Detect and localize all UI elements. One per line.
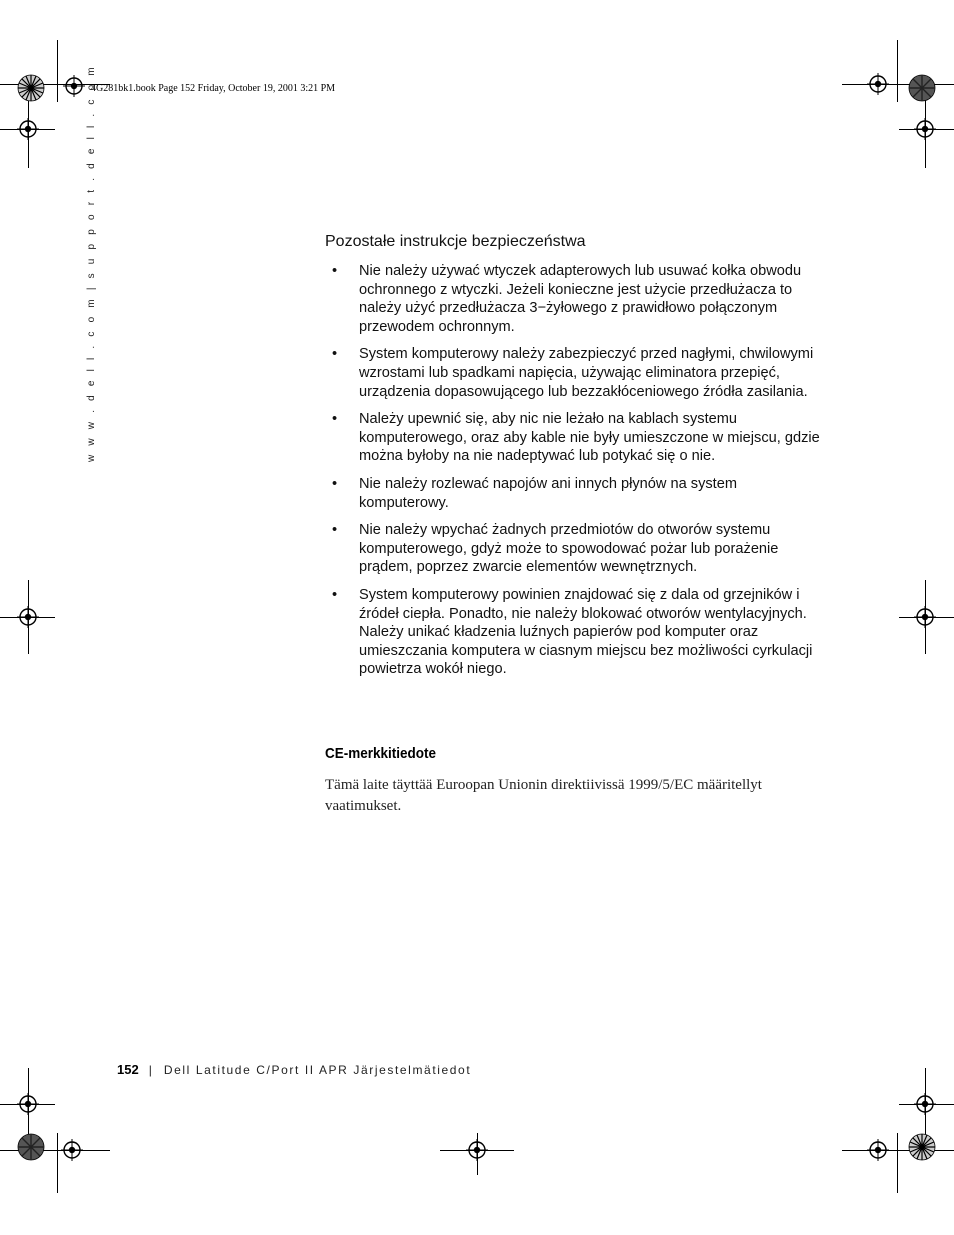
crop-line bbox=[897, 40, 898, 102]
list-item bbox=[332, 262, 822, 336]
list-item-text: Nie należy używać wtyczek adapterowych lub usuwać kołka obwodu ochronnego z wtyczki. Jeżeli konieczne jest użycie przedłużacza to należy użyć przedłużacza 3−żyłowego z prawidłowo połączonym przewodem ochronnym. bbox=[359, 263, 802, 335]
page-number: 152 bbox=[117, 1062, 139, 1077]
safety-list bbox=[332, 262, 822, 679]
footer-separator: | bbox=[148, 1063, 152, 1077]
list-item-text: Należy upewnić się, aby nic nie leżało na kablach systemu komputerowego, oraz aby kable nie były umieszczone w miejscu, gdzie można byłoby na nie nadeptywać lub potykać się o nie. bbox=[359, 411, 820, 465]
registration-mark-icon bbox=[867, 73, 889, 95]
color-target-icon bbox=[17, 1133, 45, 1161]
crop-line bbox=[57, 40, 58, 102]
color-target-icon bbox=[908, 74, 936, 102]
registration-mark-icon bbox=[17, 606, 39, 628]
page-footer bbox=[117, 1062, 471, 1077]
bullet-icon: • bbox=[332, 586, 338, 603]
list-item bbox=[332, 586, 822, 679]
bullet-icon: • bbox=[332, 475, 338, 492]
star-target-icon bbox=[908, 1133, 936, 1161]
crop-line bbox=[842, 1150, 954, 1151]
footer-title: Dell Latitude C/Port II APR Järjestelmätiedot bbox=[163, 1063, 472, 1077]
list-item-text: System komputerowy należy zabezpieczyć przed nagłymi, chwilowymi wzrostami lub spadkami napięcia, używając eliminatora przepięć, urządzenia dopasowującego lub bezzakłóceniowego źródła zasilania. bbox=[359, 346, 814, 400]
registration-mark-icon bbox=[914, 118, 936, 140]
bullet-icon: • bbox=[332, 263, 338, 279]
registration-mark-icon bbox=[17, 1093, 39, 1115]
list-item bbox=[332, 410, 822, 466]
crop-line bbox=[57, 1133, 58, 1193]
list-item-text: Nie należy rozlewać napojów ani innych płynów na system komputerowy. bbox=[359, 475, 738, 511]
star-target-icon bbox=[17, 74, 45, 102]
registration-mark-icon bbox=[914, 1093, 936, 1115]
bullet-icon: • bbox=[332, 411, 338, 428]
registration-mark-icon bbox=[63, 75, 85, 97]
list-item bbox=[332, 521, 822, 577]
registration-mark-icon bbox=[914, 606, 936, 628]
list-item bbox=[332, 475, 822, 512]
crop-line bbox=[897, 1133, 898, 1193]
side-url: w w w . d e l l . c o m | s u p p o r t . d e l l . c o m bbox=[86, 64, 97, 462]
list-item bbox=[332, 345, 822, 401]
registration-mark-icon bbox=[17, 118, 39, 140]
ce-heading: CE-merkkitiedote bbox=[325, 745, 437, 762]
ce-body: Tämä laite täyttää Euroopan Unionin direktiivissä 1999/5/EC määritellyt vaatimukset. bbox=[325, 777, 762, 814]
registration-mark-icon bbox=[867, 1139, 889, 1161]
bullet-icon: • bbox=[332, 522, 338, 539]
file-info: 4G281bk1.book Page 152 Friday, October 19, 2001 3:21 PM bbox=[91, 83, 336, 94]
list-item-text: System komputerowy powinien znajdować się z dala od grzejników i źródeł ciepła. Ponadto, nie należy blokować otworów wentylacyjnych. Należy unikać kładzenia luźnych papierów pod komputer oraz umieszczania komputera w ciasnym miejscu bez możliwości cyrkulacji powietrza wokół niego. bbox=[359, 586, 813, 678]
registration-mark-icon bbox=[466, 1139, 488, 1161]
crop-line bbox=[842, 84, 954, 85]
list-item-text: Nie należy wpychać żadnych przedmiotów do otworów systemu komputerowego, gdyż może to spowodować pożar lub porażenie prądem, poprzez zwarcie elementów wewnętrznych. bbox=[359, 522, 779, 576]
section-heading: Pozostałe instrukcje bezpieczeństwa bbox=[325, 233, 586, 250]
bullet-icon: • bbox=[332, 346, 338, 363]
registration-mark-icon bbox=[61, 1139, 83, 1161]
